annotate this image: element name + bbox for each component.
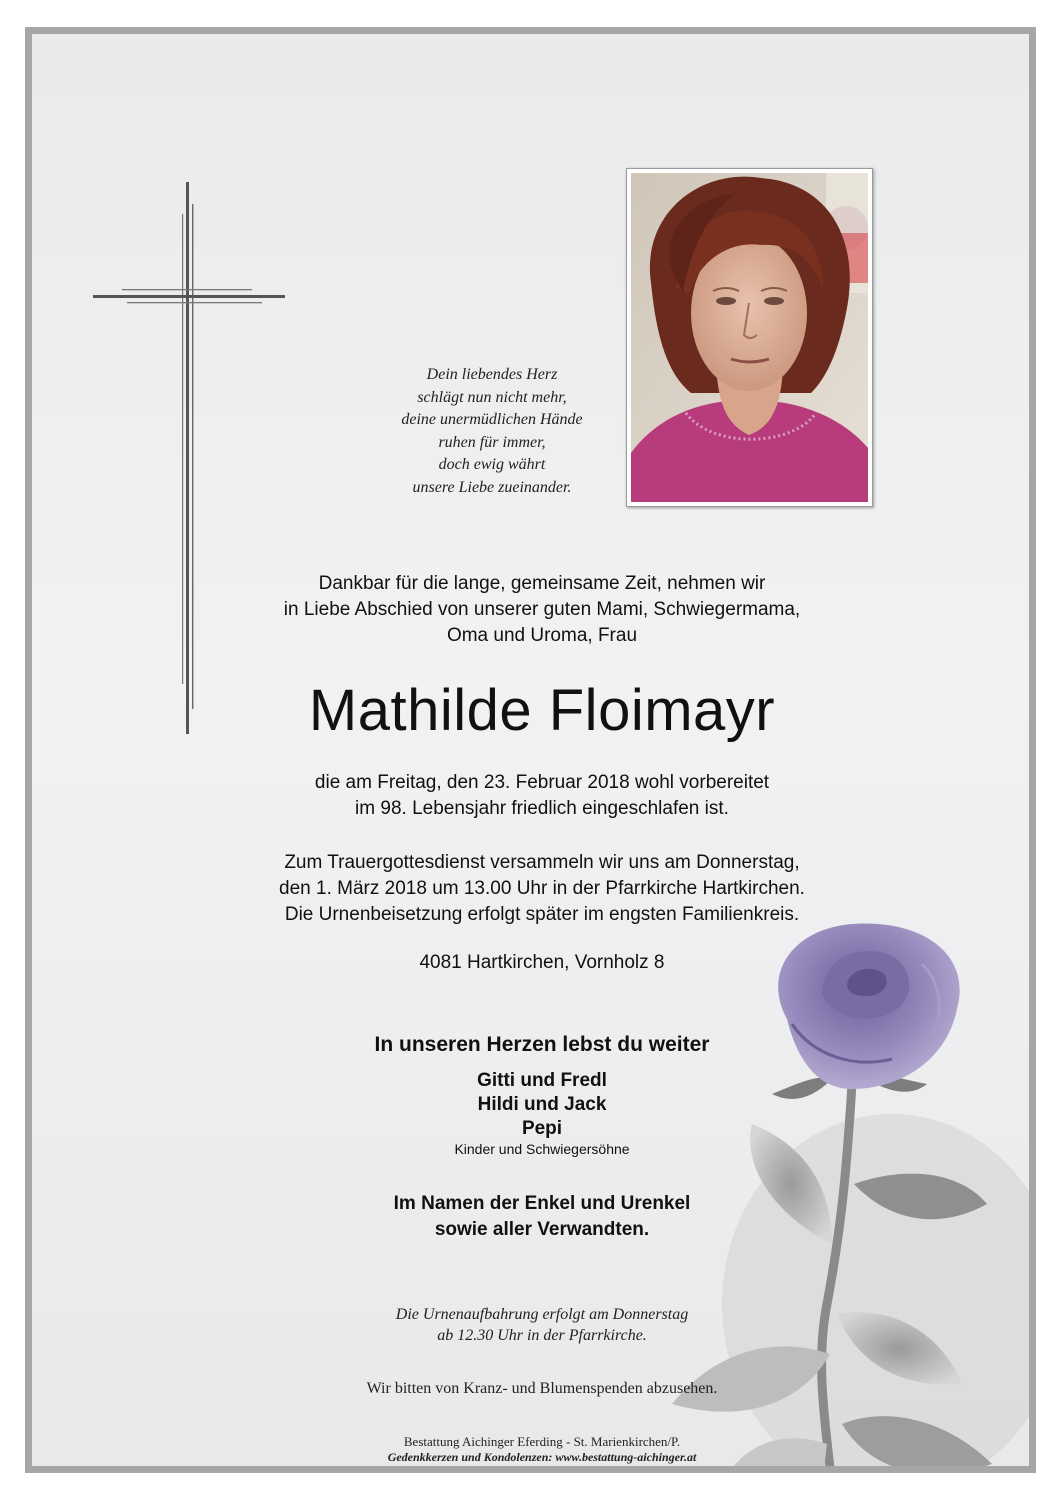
- poem: [332, 364, 652, 499]
- mourner-name: Hildi und Jack: [477, 1094, 607, 1115]
- intro-line: in Liebe Abschied von unserer guten Mami, Schwiegermama,: [283, 599, 801, 620]
- service-line: den 1. März 2018 um 13.00 Uhr in der Pfarrkirche Hartkirchen.: [279, 878, 805, 899]
- address: 4081 Hartkirchen, Vornholz 8: [419, 952, 665, 973]
- extended-line: Im Namen der Enkel und Urenkel: [393, 1193, 691, 1214]
- death-line: im 98. Lebensjahr friedlich eingeschlafen ist.: [355, 798, 729, 819]
- mourner-relation: Kinder und Schwiegersöhne: [454, 1141, 630, 1157]
- intro-line: Oma und Uroma, Frau: [446, 625, 638, 646]
- service-line: Die Urnenbeisetzung erfolgt später im engsten Familienkreis.: [284, 904, 800, 925]
- poem-line: ruhen für immer,: [438, 433, 546, 451]
- poem-line: doch ewig währt: [438, 456, 546, 473]
- extended-line: sowie aller Verwandten.: [434, 1219, 650, 1240]
- obituary-card: [25, 27, 1036, 1473]
- portrait-photo: [626, 168, 873, 507]
- death-line: die am Freitag, den 23. Februar 2018 wohl vorbereitet: [314, 772, 770, 793]
- urn-line: Die Urnenaufbahrung erfolgt am Donnerstag: [395, 1306, 689, 1323]
- poem-line: unsere Liebe zueinander.: [412, 478, 572, 496]
- undertaker: Bestattung Aichinger Eferding - St. Marienkirchen/P.: [403, 1434, 681, 1449]
- intro-line: Dankbar für die lange, gemeinsame Zeit, nehmen wir: [318, 573, 766, 594]
- mourner-name: Pepi: [521, 1118, 563, 1139]
- deceased-name: Mathilde Floimayr: [308, 678, 776, 743]
- extended-family: [112, 1191, 972, 1243]
- mourners-heading: In unseren Herzen lebst du weiter: [374, 1033, 710, 1056]
- poem-line: schlägt nun nicht mehr,: [417, 388, 567, 406]
- mourner-names: [112, 1069, 972, 1141]
- portrait-illustration: [631, 173, 868, 502]
- urn-line: ab 12.30 Uhr in der Pfarrkirche.: [437, 1327, 647, 1344]
- intro-text: [112, 571, 972, 649]
- poem-line: deine unermüdlichen Hände: [401, 411, 583, 428]
- death-notice: [112, 770, 972, 822]
- mourner-name: Gitti und Fredl: [477, 1070, 607, 1091]
- no-flowers-note: Wir bitten von Kranz- und Blumenspenden abzusehen.: [366, 1380, 718, 1397]
- urn-viewing-note: [112, 1304, 972, 1346]
- poem-line: Dein liebendes Herz: [426, 366, 558, 383]
- condolence-link[interactable]: Gedenkkerzen und Kondolenzen: www.bestattung-aichinger.at: [387, 1450, 697, 1464]
- service-line: Zum Trauergottesdienst versammeln wir uns am Donnerstag,: [284, 852, 800, 873]
